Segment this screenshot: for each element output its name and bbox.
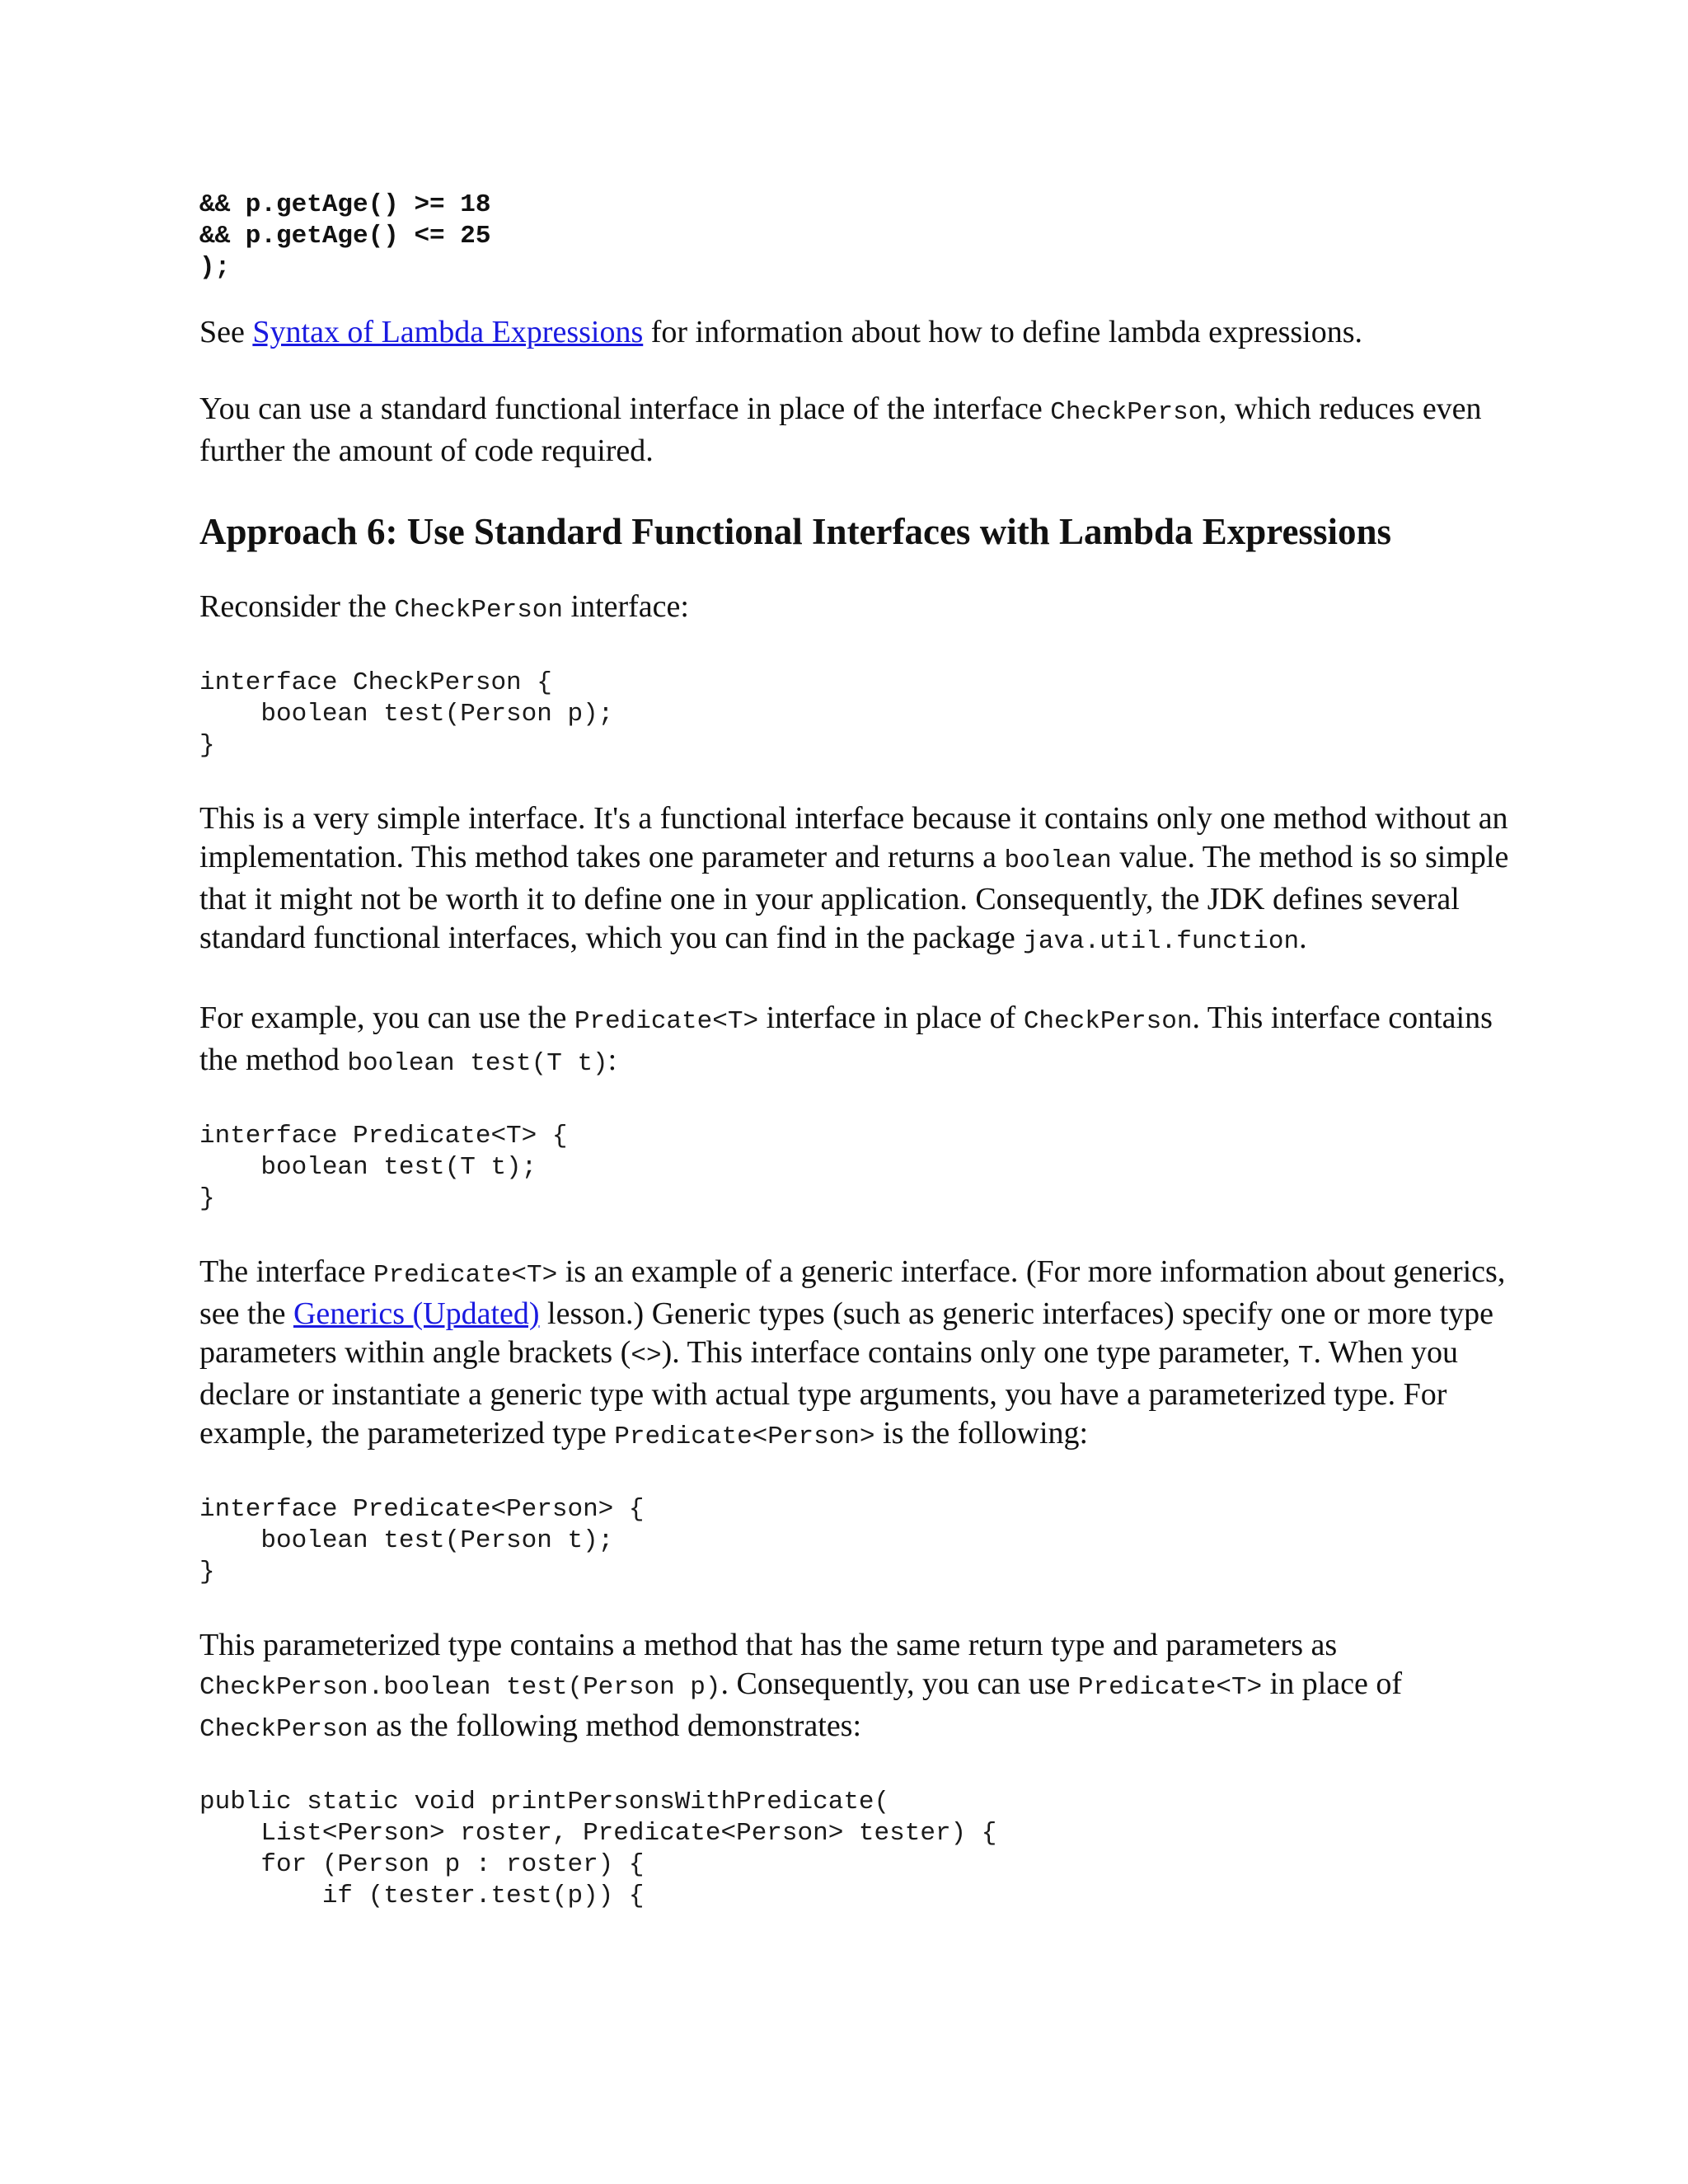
text: . When you declare or instantiate a generic type with actual type arguments, you have a parameterized type. For example, the parameterized type (199, 1335, 1458, 1451)
text: is an example of a generic interface. (For more information about generics, see the (199, 1254, 1506, 1331)
document-content (199, 190, 1518, 1912)
inline-code: CheckPerson (199, 1715, 368, 1744)
paragraph-standard-interface (199, 390, 1518, 471)
code-block-print-persons: public static void printPersonsWithPredicate( List<Person> roster, Predicate<Person> tester) { for (Person p : roster) { if (tester.test(p)) { (199, 1788, 997, 1910)
inline-code: boolean test(T t) (347, 1049, 608, 1078)
inline-code: boolean (1004, 846, 1112, 875)
text: in place of (1262, 1666, 1403, 1701)
inline-code: Predicate<T> (574, 1007, 759, 1036)
text: ). This interface contains only one type parameter, (661, 1335, 1298, 1370)
code-block-predicate-person: interface Predicate<Person> { boolean test(Person t); } (199, 1495, 645, 1586)
text: See (199, 315, 253, 349)
text: lesson.) Generic types (such as generic interfaces) specify one or more type parameters within angle brackets ( (199, 1296, 1494, 1370)
paragraph-parameterized-type (199, 1626, 1518, 1749)
paragraph-generic-interface (199, 1253, 1518, 1456)
inline-code: Predicate<T> (373, 1261, 558, 1290)
text: . (1299, 921, 1307, 955)
code-block-age-filter: && p.getAge() >= 18 && p.getAge() <= 25 ); (199, 190, 491, 282)
code-block-predicate-t: interface Predicate<T> { boolean test(T t); } (199, 1122, 568, 1213)
text: interface in place of (758, 1001, 1024, 1035)
text: Reconsider the (199, 589, 395, 624)
text: This parameterized type contains a method that has the same return type and parameters as (199, 1628, 1338, 1662)
text: . Consequently, you can use (720, 1666, 1078, 1701)
inline-code: CheckPerson (1023, 1007, 1193, 1036)
text: value. The method is so simple that it might not be worth it to define one in your application. Consequently, the JDK defines several standard functional interfaces, which you can find in the package (199, 840, 1509, 955)
generics-updated-link[interactable]: Generics (Updated) (293, 1296, 540, 1331)
text: is the following: (874, 1416, 1089, 1451)
inline-code: java.util.function (1023, 927, 1300, 956)
text: For example, you can use the (199, 1001, 574, 1035)
syntax-lambda-link[interactable]: Syntax of Lambda Expressions (252, 315, 644, 349)
paragraph-reconsider (199, 588, 1518, 630)
text: , which reduces even further the amount of code required. (199, 391, 1482, 468)
text: for information about how to define lambda expressions. (643, 315, 1362, 349)
inline-code: T (1297, 1342, 1314, 1371)
text: : (607, 1043, 617, 1077)
inline-code: Predicate<Person> (614, 1422, 875, 1451)
inline-code: CheckPerson (1050, 398, 1219, 427)
paragraph-predicate-example (199, 999, 1518, 1083)
text: This is a very simple interface. It's a functional interface because it contains only one method without an implementation. This method takes one parameter and returns a (199, 801, 1508, 874)
text: interface: (563, 589, 689, 624)
inline-code: Predicate<T> (1077, 1673, 1263, 1702)
code-block-checkperson: interface CheckPerson { boolean test(Person p); } (199, 668, 614, 760)
paragraph-simple-interface (199, 799, 1518, 961)
paragraph-see-syntax (199, 313, 1518, 352)
inline-code: CheckPerson (394, 596, 564, 625)
text: . This interface contains the method (199, 1001, 1493, 1077)
text: as the following method demonstrates: (368, 1708, 862, 1743)
inline-code: <> (631, 1342, 662, 1371)
inline-code: CheckPerson.boolean test(Person p) (199, 1673, 721, 1702)
text: You can use a standard functional interface in place of the interface (199, 391, 1051, 426)
text: The interface (199, 1254, 373, 1289)
section-heading: Approach 6: Use Standard Functional Interfaces with Lambda Expressions (199, 511, 1391, 552)
